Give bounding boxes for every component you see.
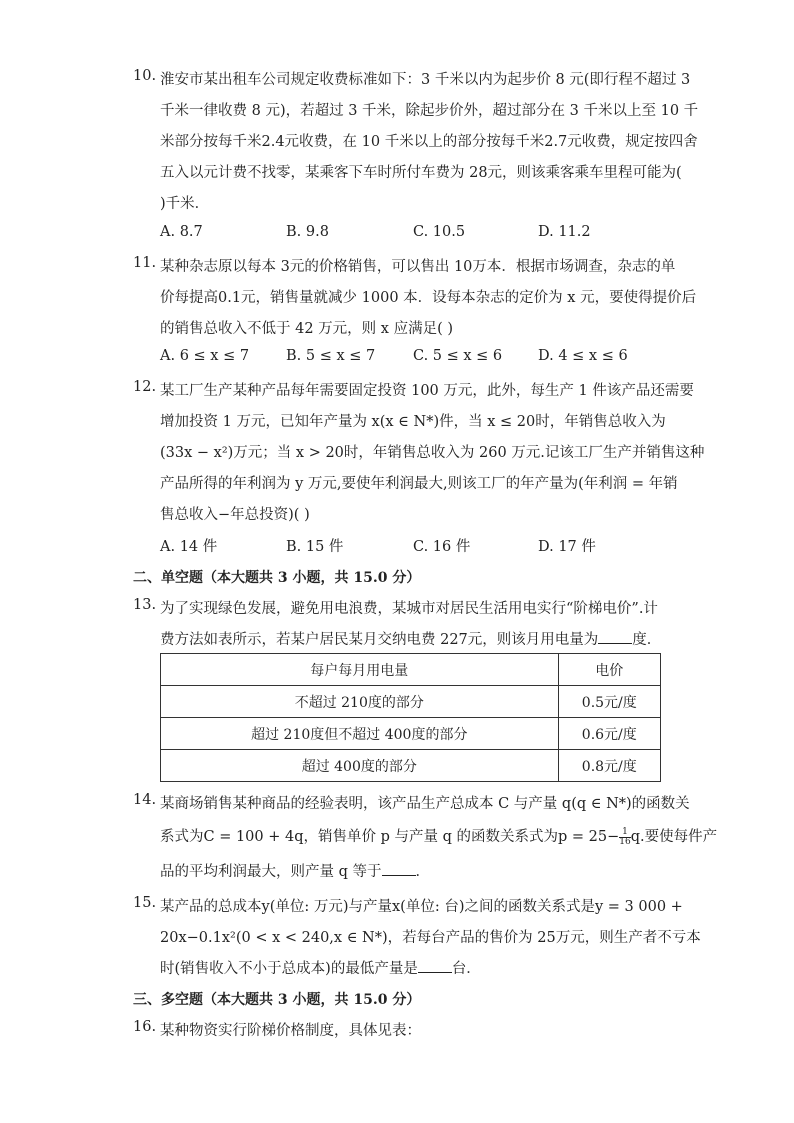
- question-text-line: 增加投资 1 万元，已知年产量为 x(x ∈ N*)件，当 x ≤ 20时，年销售总收入为: [160, 414, 666, 430]
- option-d[interactable]: D. 17 件: [538, 539, 596, 555]
- question-text-line: 某产品的总成本y(单位: 万元)与产量x(单位: 台)之间的函数关系式是y = 3 000 +: [160, 899, 683, 915]
- option-c[interactable]: C. 5 ≤ x ≤ 6: [413, 348, 503, 364]
- question-number: 15.: [133, 895, 157, 911]
- question-text-line: 某种物资实行阶梯价格制度，具体见表：: [160, 1023, 421, 1039]
- option-c[interactable]: C. 16 件: [413, 539, 471, 555]
- table-cell: 超过 210度但不超过 400度的部分: [161, 718, 559, 750]
- question-text: 时(销售收入不小于总成本)的最低产量是: [160, 961, 418, 977]
- question-text-line: [160, 628, 661, 649]
- question-text-line: 淮安市某出租车公司规定收费标准如下：3 千米以内为起步价 8 元(即行程不超过 3: [160, 72, 691, 88]
- question-text: 台．: [451, 961, 481, 977]
- question-text-line: 价每提高0.1元，销售量就减少 1000 本．设每本杂志的定价为 x 元，要使得提价后: [160, 290, 697, 306]
- question-text-line: 米部分按每千米2.4元收费，在 10 千米以上的部分按每千米2.7元收费，规定按四舍: [160, 134, 698, 150]
- table-row: [161, 750, 661, 782]
- table-row: [161, 686, 661, 718]
- option-d[interactable]: D. 4 ≤ x ≤ 6: [538, 348, 628, 364]
- question-text: 度．: [632, 632, 662, 648]
- table-header-row: [161, 654, 661, 686]
- question-text: ．: [415, 864, 430, 880]
- section-heading-single-blank: 二、单空题（本大题共 3 小题，共 15.0 分）: [133, 570, 421, 586]
- question-text-line: 20x−0.1x²(0 < x < 240,x ∈ N*)，若每台产品的售价为 25万元，则生产者不亏本: [160, 930, 701, 946]
- question-text: 系式为C = 100 + 4q，销售单价 p 与产量 q 的函数关系式为p = 25−: [160, 829, 620, 845]
- table-cell: 0.6元/度: [558, 718, 660, 750]
- answer-blank[interactable]: [418, 960, 452, 973]
- fraction-numerator: 1: [619, 828, 630, 838]
- question-text-line: 某工厂生产某种产品每年需要固定投资 100 万元，此外，每生产 1 件该产品还需要: [160, 383, 694, 399]
- answer-blank[interactable]: [598, 631, 632, 644]
- table-row: [161, 718, 661, 750]
- question-text-line: [160, 860, 430, 881]
- question-text-line: 售总收入−年总投资)( ): [160, 507, 310, 523]
- option-d[interactable]: D. 11.2: [538, 224, 591, 240]
- table-cell: 0.8元/度: [558, 750, 660, 782]
- question-text: q.要使每件产: [630, 829, 718, 845]
- question-number: 13.: [133, 597, 157, 613]
- option-a[interactable]: A. 14 件: [160, 539, 218, 555]
- table-cell: 0.5元/度: [558, 686, 660, 718]
- section-heading-multi-blank: 三、多空题（本大题共 3 小题，共 15.0 分）: [133, 992, 421, 1008]
- question-text-line: [160, 957, 481, 978]
- question-number: 11.: [133, 255, 157, 271]
- fraction-denominator: 16: [619, 836, 631, 847]
- question-number: 14.: [133, 792, 157, 808]
- option-b[interactable]: B. 5 ≤ x ≤ 7: [286, 348, 376, 364]
- question-text-line: 某种杂志原以每本 3元的价格销售，可以售出 10万本．根据市场调查，杂志的单: [160, 259, 676, 275]
- question-text-line: 的销售总收入不低于 42 万元，则 x 应满足( ): [160, 321, 453, 337]
- table-cell: 不超过 210度的部分: [161, 686, 559, 718]
- answer-blank[interactable]: [382, 863, 416, 876]
- table-header: 电价: [558, 654, 660, 686]
- table-cell: 超过 400度的部分: [161, 750, 559, 782]
- question-text-line: )千米．: [160, 196, 210, 212]
- question-text: 费方法如表所示，若某户居民某月交纳电费 227元，则该月用电量为: [160, 632, 599, 648]
- question-text-line: [160, 825, 717, 847]
- option-b[interactable]: B. 15 件: [286, 539, 344, 555]
- option-b[interactable]: B. 9.8: [286, 224, 329, 240]
- option-a[interactable]: A. 8.7: [160, 224, 203, 240]
- question-number: 12.: [133, 379, 157, 395]
- question-number: 10.: [133, 68, 157, 84]
- question-text-line: 为了实现绿色发展，避免用电浪费，某城市对居民生活用电实行“阶梯电价”.计: [160, 601, 658, 617]
- question-text: 品的平均利润最大，则产量 q 等于: [160, 864, 382, 880]
- option-a[interactable]: A. 6 ≤ x ≤ 7: [160, 348, 250, 364]
- question-text-line: 五入以元计费不找零，某乘客下车时所付车费为 28元，则该乘客乘车里程可能为(: [160, 165, 682, 181]
- question-text-line: 某商场销售某种商品的经验表明，该产品生产总成本 C 与产量 q(q ∈ N*)的函数关: [160, 796, 690, 812]
- question-text-line: 千米一律收费 8 元)，若超过 3 千米，除起步价外，超过部分在 3 千米以上至 10 千: [160, 103, 699, 119]
- question-number: 16.: [133, 1019, 157, 1035]
- option-c[interactable]: C. 10.5: [413, 224, 466, 240]
- question-text-line: (33x − x²)万元；当 x > 20时，年销售总收入为 260 万元.记该工厂生产并销售这种: [160, 445, 705, 461]
- fraction: [619, 828, 630, 847]
- table-header: 每户每月用电量: [161, 654, 559, 686]
- question-text-line: 产品所得的年利润为 y 万元,要使年利润最大,则该工厂的年产量为(年利润 = 年销: [160, 476, 678, 492]
- electricity-price-table: [160, 653, 661, 782]
